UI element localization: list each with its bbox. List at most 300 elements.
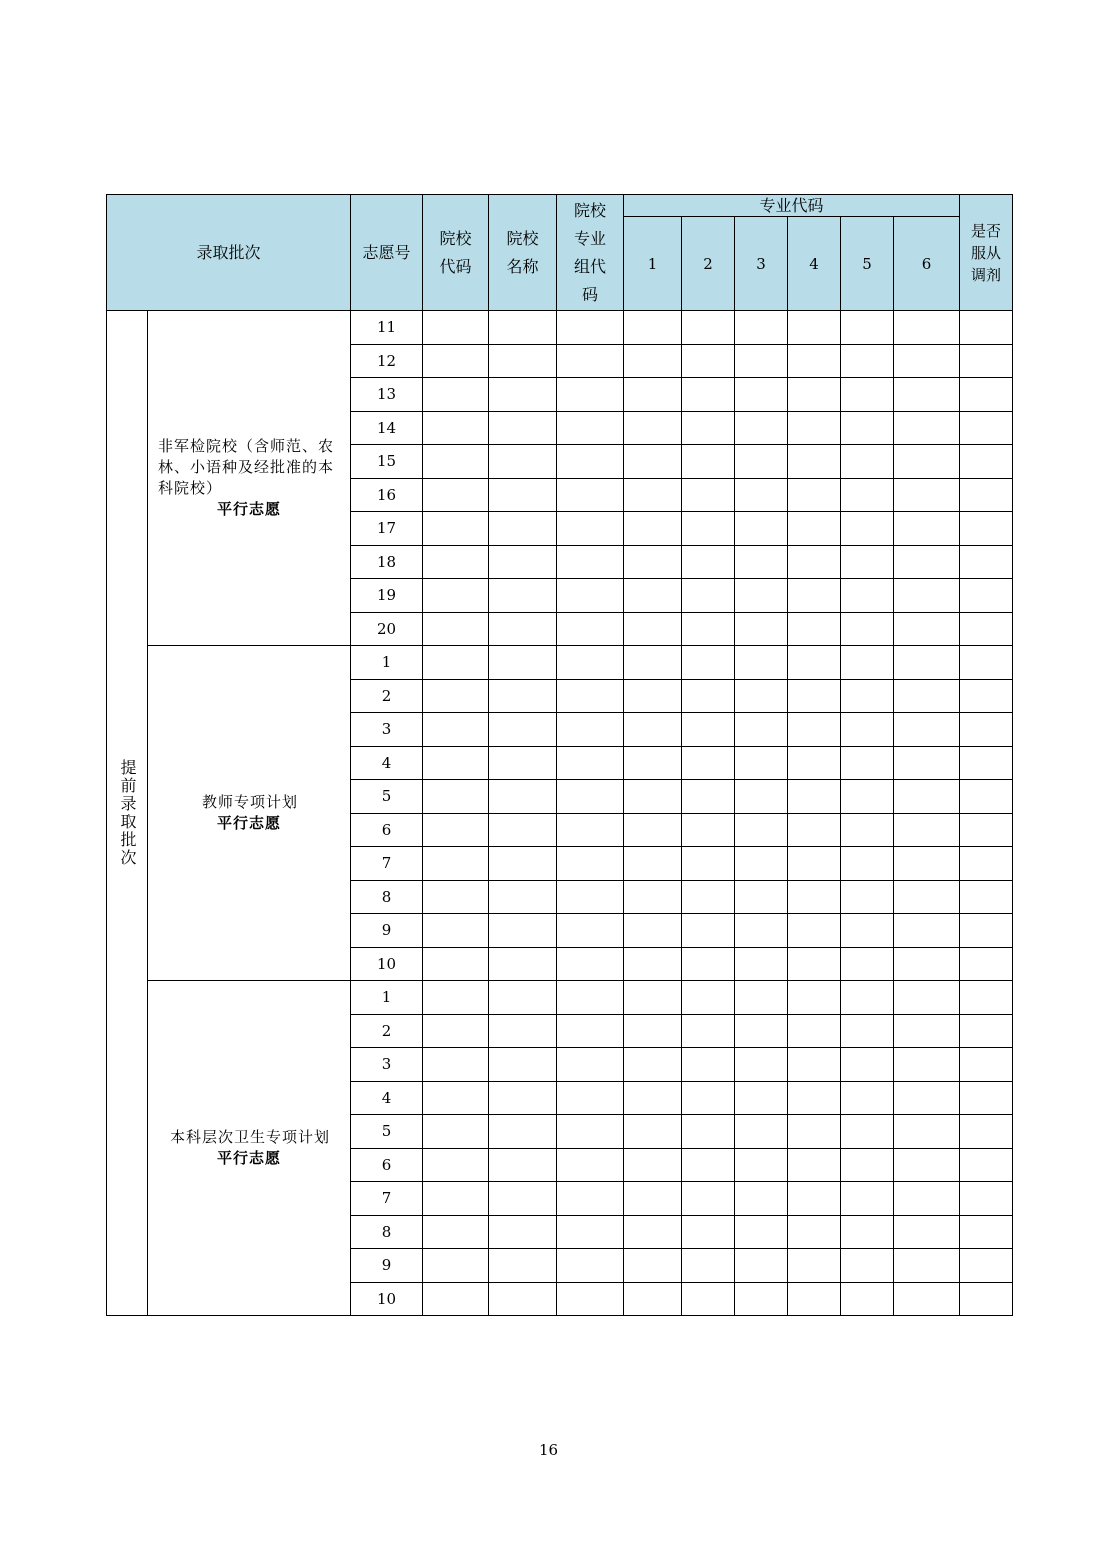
- major-code-1-field[interactable]: [624, 813, 682, 847]
- major-code-5-field[interactable]: [841, 1249, 894, 1283]
- school-code-field[interactable]: [423, 1215, 489, 1249]
- major-code-2-field[interactable]: [682, 344, 735, 378]
- adjust-field[interactable]: [960, 646, 1013, 680]
- major-code-2-field[interactable]: [682, 311, 735, 345]
- school-name-field[interactable]: [489, 646, 557, 680]
- major-code-4-field[interactable]: [788, 847, 841, 881]
- school-name-field[interactable]: [489, 880, 557, 914]
- adjust-field[interactable]: [960, 947, 1013, 981]
- major-code-3-field[interactable]: [735, 612, 788, 646]
- school-code-field[interactable]: [423, 612, 489, 646]
- school-name-field[interactable]: [489, 947, 557, 981]
- major-code-4-field[interactable]: [788, 344, 841, 378]
- major-code-5-field[interactable]: [841, 914, 894, 948]
- adjust-field[interactable]: [960, 880, 1013, 914]
- adjust-field[interactable]: [960, 813, 1013, 847]
- school-code-field[interactable]: [423, 746, 489, 780]
- school-code-field[interactable]: [423, 1048, 489, 1082]
- major-code-6-field[interactable]: [894, 1148, 960, 1182]
- major-code-3-field[interactable]: [735, 981, 788, 1015]
- adjust-field[interactable]: [960, 1282, 1013, 1316]
- school-name-field[interactable]: [489, 1115, 557, 1149]
- school-name-field[interactable]: [489, 512, 557, 546]
- major-code-4-field[interactable]: [788, 1014, 841, 1048]
- adjust-field[interactable]: [960, 311, 1013, 345]
- major-code-1-field[interactable]: [624, 311, 682, 345]
- major-code-2-field[interactable]: [682, 646, 735, 680]
- group-code-field[interactable]: [557, 947, 624, 981]
- major-code-5-field[interactable]: [841, 679, 894, 713]
- major-code-4-field[interactable]: [788, 478, 841, 512]
- major-code-3-field[interactable]: [735, 1148, 788, 1182]
- school-code-field[interactable]: [423, 813, 489, 847]
- school-code-field[interactable]: [423, 545, 489, 579]
- major-code-3-field[interactable]: [735, 780, 788, 814]
- major-code-6-field[interactable]: [894, 713, 960, 747]
- adjust-field[interactable]: [960, 1182, 1013, 1216]
- adjust-field[interactable]: [960, 1215, 1013, 1249]
- major-code-3-field[interactable]: [735, 646, 788, 680]
- school-name-field[interactable]: [489, 746, 557, 780]
- major-code-5-field[interactable]: [841, 1215, 894, 1249]
- major-code-4-field[interactable]: [788, 1048, 841, 1082]
- major-code-3-field[interactable]: [735, 579, 788, 613]
- school-code-field[interactable]: [423, 981, 489, 1015]
- major-code-1-field[interactable]: [624, 880, 682, 914]
- adjust-field[interactable]: [960, 679, 1013, 713]
- major-code-5-field[interactable]: [841, 1115, 894, 1149]
- major-code-3-field[interactable]: [735, 378, 788, 412]
- major-code-1-field[interactable]: [624, 1282, 682, 1316]
- group-code-field[interactable]: [557, 411, 624, 445]
- group-code-field[interactable]: [557, 813, 624, 847]
- major-code-2-field[interactable]: [682, 579, 735, 613]
- adjust-field[interactable]: [960, 344, 1013, 378]
- school-code-field[interactable]: [423, 780, 489, 814]
- major-code-2-field[interactable]: [682, 445, 735, 479]
- major-code-2-field[interactable]: [682, 679, 735, 713]
- major-code-1-field[interactable]: [624, 1115, 682, 1149]
- major-code-5-field[interactable]: [841, 947, 894, 981]
- major-code-2-field[interactable]: [682, 1014, 735, 1048]
- major-code-3-field[interactable]: [735, 847, 788, 881]
- school-code-field[interactable]: [423, 1014, 489, 1048]
- major-code-4-field[interactable]: [788, 1081, 841, 1115]
- adjust-field[interactable]: [960, 445, 1013, 479]
- group-code-field[interactable]: [557, 780, 624, 814]
- major-code-6-field[interactable]: [894, 1014, 960, 1048]
- major-code-5-field[interactable]: [841, 344, 894, 378]
- major-code-3-field[interactable]: [735, 1014, 788, 1048]
- major-code-4-field[interactable]: [788, 981, 841, 1015]
- school-code-field[interactable]: [423, 713, 489, 747]
- major-code-3-field[interactable]: [735, 1249, 788, 1283]
- adjust-field[interactable]: [960, 847, 1013, 881]
- major-code-2-field[interactable]: [682, 378, 735, 412]
- major-code-3-field[interactable]: [735, 478, 788, 512]
- group-code-field[interactable]: [557, 311, 624, 345]
- adjust-field[interactable]: [960, 1014, 1013, 1048]
- school-code-field[interactable]: [423, 344, 489, 378]
- major-code-4-field[interactable]: [788, 612, 841, 646]
- major-code-2-field[interactable]: [682, 947, 735, 981]
- major-code-2-field[interactable]: [682, 612, 735, 646]
- school-code-field[interactable]: [423, 478, 489, 512]
- adjust-field[interactable]: [960, 378, 1013, 412]
- school-name-field[interactable]: [489, 411, 557, 445]
- group-code-field[interactable]: [557, 1282, 624, 1316]
- major-code-2-field[interactable]: [682, 713, 735, 747]
- major-code-5-field[interactable]: [841, 746, 894, 780]
- major-code-6-field[interactable]: [894, 579, 960, 613]
- group-code-field[interactable]: [557, 1249, 624, 1283]
- major-code-2-field[interactable]: [682, 1282, 735, 1316]
- major-code-3-field[interactable]: [735, 1215, 788, 1249]
- major-code-5-field[interactable]: [841, 512, 894, 546]
- major-code-3-field[interactable]: [735, 679, 788, 713]
- major-code-3-field[interactable]: [735, 1282, 788, 1316]
- group-code-field[interactable]: [557, 445, 624, 479]
- school-name-field[interactable]: [489, 1182, 557, 1216]
- major-code-2-field[interactable]: [682, 813, 735, 847]
- school-name-field[interactable]: [489, 679, 557, 713]
- major-code-5-field[interactable]: [841, 981, 894, 1015]
- adjust-field[interactable]: [960, 579, 1013, 613]
- major-code-2-field[interactable]: [682, 1115, 735, 1149]
- major-code-1-field[interactable]: [624, 344, 682, 378]
- major-code-5-field[interactable]: [841, 378, 894, 412]
- group-code-field[interactable]: [557, 612, 624, 646]
- major-code-2-field[interactable]: [682, 847, 735, 881]
- major-code-6-field[interactable]: [894, 981, 960, 1015]
- major-code-5-field[interactable]: [841, 813, 894, 847]
- major-code-5-field[interactable]: [841, 311, 894, 345]
- school-name-field[interactable]: [489, 579, 557, 613]
- major-code-6-field[interactable]: [894, 1048, 960, 1082]
- school-code-field[interactable]: [423, 947, 489, 981]
- major-code-1-field[interactable]: [624, 378, 682, 412]
- major-code-1-field[interactable]: [624, 512, 682, 546]
- major-code-1-field[interactable]: [624, 679, 682, 713]
- group-code-field[interactable]: [557, 478, 624, 512]
- major-code-3-field[interactable]: [735, 713, 788, 747]
- major-code-5-field[interactable]: [841, 612, 894, 646]
- major-code-3-field[interactable]: [735, 813, 788, 847]
- adjust-field[interactable]: [960, 1148, 1013, 1182]
- major-code-2-field[interactable]: [682, 1182, 735, 1216]
- major-code-6-field[interactable]: [894, 311, 960, 345]
- major-code-4-field[interactable]: [788, 746, 841, 780]
- group-code-field[interactable]: [557, 981, 624, 1015]
- major-code-6-field[interactable]: [894, 679, 960, 713]
- major-code-5-field[interactable]: [841, 579, 894, 613]
- school-name-field[interactable]: [489, 1014, 557, 1048]
- school-code-field[interactable]: [423, 445, 489, 479]
- major-code-6-field[interactable]: [894, 1249, 960, 1283]
- school-name-field[interactable]: [489, 612, 557, 646]
- major-code-1-field[interactable]: [624, 478, 682, 512]
- major-code-6-field[interactable]: [894, 612, 960, 646]
- major-code-2-field[interactable]: [682, 411, 735, 445]
- major-code-4-field[interactable]: [788, 679, 841, 713]
- major-code-5-field[interactable]: [841, 1048, 894, 1082]
- major-code-5-field[interactable]: [841, 713, 894, 747]
- major-code-5-field[interactable]: [841, 1148, 894, 1182]
- major-code-4-field[interactable]: [788, 1115, 841, 1149]
- major-code-3-field[interactable]: [735, 445, 788, 479]
- school-name-field[interactable]: [489, 1148, 557, 1182]
- adjust-field[interactable]: [960, 981, 1013, 1015]
- group-code-field[interactable]: [557, 545, 624, 579]
- group-code-field[interactable]: [557, 1081, 624, 1115]
- major-code-2-field[interactable]: [682, 746, 735, 780]
- group-code-field[interactable]: [557, 746, 624, 780]
- group-code-field[interactable]: [557, 646, 624, 680]
- major-code-5-field[interactable]: [841, 847, 894, 881]
- major-code-6-field[interactable]: [894, 1215, 960, 1249]
- major-code-6-field[interactable]: [894, 378, 960, 412]
- school-name-field[interactable]: [489, 981, 557, 1015]
- major-code-5-field[interactable]: [841, 880, 894, 914]
- school-code-field[interactable]: [423, 1249, 489, 1283]
- school-code-field[interactable]: [423, 1282, 489, 1316]
- major-code-4-field[interactable]: [788, 780, 841, 814]
- major-code-4-field[interactable]: [788, 545, 841, 579]
- major-code-6-field[interactable]: [894, 445, 960, 479]
- adjust-field[interactable]: [960, 780, 1013, 814]
- major-code-5-field[interactable]: [841, 1081, 894, 1115]
- major-code-4-field[interactable]: [788, 947, 841, 981]
- major-code-2-field[interactable]: [682, 780, 735, 814]
- major-code-6-field[interactable]: [894, 780, 960, 814]
- major-code-5-field[interactable]: [841, 445, 894, 479]
- adjust-field[interactable]: [960, 746, 1013, 780]
- school-name-field[interactable]: [489, 780, 557, 814]
- group-code-field[interactable]: [557, 1182, 624, 1216]
- major-code-5-field[interactable]: [841, 411, 894, 445]
- major-code-1-field[interactable]: [624, 746, 682, 780]
- major-code-6-field[interactable]: [894, 1182, 960, 1216]
- major-code-4-field[interactable]: [788, 411, 841, 445]
- major-code-5-field[interactable]: [841, 780, 894, 814]
- major-code-3-field[interactable]: [735, 1182, 788, 1216]
- major-code-3-field[interactable]: [735, 512, 788, 546]
- major-code-6-field[interactable]: [894, 411, 960, 445]
- school-code-field[interactable]: [423, 512, 489, 546]
- major-code-4-field[interactable]: [788, 445, 841, 479]
- major-code-3-field[interactable]: [735, 914, 788, 948]
- adjust-field[interactable]: [960, 478, 1013, 512]
- major-code-3-field[interactable]: [735, 411, 788, 445]
- major-code-4-field[interactable]: [788, 311, 841, 345]
- major-code-4-field[interactable]: [788, 646, 841, 680]
- major-code-6-field[interactable]: [894, 478, 960, 512]
- major-code-1-field[interactable]: [624, 981, 682, 1015]
- school-name-field[interactable]: [489, 1249, 557, 1283]
- school-code-field[interactable]: [423, 880, 489, 914]
- school-name-field[interactable]: [489, 344, 557, 378]
- major-code-3-field[interactable]: [735, 311, 788, 345]
- school-code-field[interactable]: [423, 1182, 489, 1216]
- major-code-2-field[interactable]: [682, 478, 735, 512]
- school-code-field[interactable]: [423, 1081, 489, 1115]
- school-code-field[interactable]: [423, 679, 489, 713]
- group-code-field[interactable]: [557, 847, 624, 881]
- major-code-2-field[interactable]: [682, 545, 735, 579]
- major-code-3-field[interactable]: [735, 1081, 788, 1115]
- major-code-4-field[interactable]: [788, 914, 841, 948]
- group-code-field[interactable]: [557, 914, 624, 948]
- major-code-6-field[interactable]: [894, 344, 960, 378]
- major-code-4-field[interactable]: [788, 1215, 841, 1249]
- group-code-field[interactable]: [557, 378, 624, 412]
- major-code-2-field[interactable]: [682, 1249, 735, 1283]
- school-name-field[interactable]: [489, 713, 557, 747]
- major-code-3-field[interactable]: [735, 947, 788, 981]
- school-code-field[interactable]: [423, 1115, 489, 1149]
- group-code-field[interactable]: [557, 344, 624, 378]
- major-code-6-field[interactable]: [894, 880, 960, 914]
- major-code-2-field[interactable]: [682, 512, 735, 546]
- major-code-6-field[interactable]: [894, 914, 960, 948]
- major-code-1-field[interactable]: [624, 914, 682, 948]
- major-code-2-field[interactable]: [682, 1215, 735, 1249]
- adjust-field[interactable]: [960, 1115, 1013, 1149]
- adjust-field[interactable]: [960, 914, 1013, 948]
- major-code-3-field[interactable]: [735, 344, 788, 378]
- major-code-4-field[interactable]: [788, 1249, 841, 1283]
- major-code-3-field[interactable]: [735, 1115, 788, 1149]
- group-code-field[interactable]: [557, 679, 624, 713]
- major-code-5-field[interactable]: [841, 545, 894, 579]
- major-code-1-field[interactable]: [624, 1014, 682, 1048]
- major-code-4-field[interactable]: [788, 1182, 841, 1216]
- adjust-field[interactable]: [960, 411, 1013, 445]
- group-code-field[interactable]: [557, 512, 624, 546]
- major-code-6-field[interactable]: [894, 512, 960, 546]
- major-code-2-field[interactable]: [682, 914, 735, 948]
- adjust-field[interactable]: [960, 713, 1013, 747]
- group-code-field[interactable]: [557, 1048, 624, 1082]
- school-name-field[interactable]: [489, 914, 557, 948]
- school-code-field[interactable]: [423, 579, 489, 613]
- group-code-field[interactable]: [557, 579, 624, 613]
- major-code-6-field[interactable]: [894, 746, 960, 780]
- major-code-3-field[interactable]: [735, 880, 788, 914]
- major-code-1-field[interactable]: [624, 545, 682, 579]
- school-code-field[interactable]: [423, 847, 489, 881]
- school-code-field[interactable]: [423, 311, 489, 345]
- major-code-4-field[interactable]: [788, 880, 841, 914]
- major-code-1-field[interactable]: [624, 1148, 682, 1182]
- major-code-6-field[interactable]: [894, 1282, 960, 1316]
- major-code-5-field[interactable]: [841, 1182, 894, 1216]
- major-code-1-field[interactable]: [624, 947, 682, 981]
- major-code-1-field[interactable]: [624, 847, 682, 881]
- major-code-1-field[interactable]: [624, 713, 682, 747]
- major-code-6-field[interactable]: [894, 545, 960, 579]
- school-name-field[interactable]: [489, 1081, 557, 1115]
- major-code-2-field[interactable]: [682, 880, 735, 914]
- major-code-1-field[interactable]: [624, 445, 682, 479]
- school-name-field[interactable]: [489, 1282, 557, 1316]
- major-code-4-field[interactable]: [788, 713, 841, 747]
- school-name-field[interactable]: [489, 1215, 557, 1249]
- school-name-field[interactable]: [489, 445, 557, 479]
- school-code-field[interactable]: [423, 411, 489, 445]
- major-code-6-field[interactable]: [894, 847, 960, 881]
- major-code-1-field[interactable]: [624, 1215, 682, 1249]
- major-code-2-field[interactable]: [682, 1048, 735, 1082]
- major-code-6-field[interactable]: [894, 947, 960, 981]
- major-code-4-field[interactable]: [788, 813, 841, 847]
- group-code-field[interactable]: [557, 1215, 624, 1249]
- major-code-1-field[interactable]: [624, 646, 682, 680]
- major-code-2-field[interactable]: [682, 1081, 735, 1115]
- school-code-field[interactable]: [423, 914, 489, 948]
- major-code-4-field[interactable]: [788, 512, 841, 546]
- major-code-6-field[interactable]: [894, 813, 960, 847]
- major-code-1-field[interactable]: [624, 1048, 682, 1082]
- group-code-field[interactable]: [557, 713, 624, 747]
- school-code-field[interactable]: [423, 378, 489, 412]
- school-code-field[interactable]: [423, 1148, 489, 1182]
- major-code-6-field[interactable]: [894, 1081, 960, 1115]
- adjust-field[interactable]: [960, 512, 1013, 546]
- major-code-2-field[interactable]: [682, 1148, 735, 1182]
- school-name-field[interactable]: [489, 545, 557, 579]
- major-code-5-field[interactable]: [841, 1282, 894, 1316]
- adjust-field[interactable]: [960, 612, 1013, 646]
- major-code-1-field[interactable]: [624, 780, 682, 814]
- major-code-1-field[interactable]: [624, 579, 682, 613]
- school-name-field[interactable]: [489, 847, 557, 881]
- major-code-4-field[interactable]: [788, 1148, 841, 1182]
- adjust-field[interactable]: [960, 1081, 1013, 1115]
- major-code-1-field[interactable]: [624, 1182, 682, 1216]
- adjust-field[interactable]: [960, 1249, 1013, 1283]
- major-code-3-field[interactable]: [735, 1048, 788, 1082]
- major-code-6-field[interactable]: [894, 1115, 960, 1149]
- major-code-4-field[interactable]: [788, 579, 841, 613]
- major-code-1-field[interactable]: [624, 1081, 682, 1115]
- school-name-field[interactable]: [489, 1048, 557, 1082]
- major-code-5-field[interactable]: [841, 1014, 894, 1048]
- major-code-5-field[interactable]: [841, 646, 894, 680]
- school-name-field[interactable]: [489, 813, 557, 847]
- major-code-3-field[interactable]: [735, 746, 788, 780]
- school-name-field[interactable]: [489, 478, 557, 512]
- school-code-field[interactable]: [423, 646, 489, 680]
- major-code-6-field[interactable]: [894, 646, 960, 680]
- major-code-2-field[interactable]: [682, 981, 735, 1015]
- school-name-field[interactable]: [489, 311, 557, 345]
- major-code-3-field[interactable]: [735, 545, 788, 579]
- group-code-field[interactable]: [557, 880, 624, 914]
- major-code-1-field[interactable]: [624, 612, 682, 646]
- group-code-field[interactable]: [557, 1115, 624, 1149]
- adjust-field[interactable]: [960, 545, 1013, 579]
- school-name-field[interactable]: [489, 378, 557, 412]
- group-code-field[interactable]: [557, 1014, 624, 1048]
- adjust-field[interactable]: [960, 1048, 1013, 1082]
- major-code-4-field[interactable]: [788, 378, 841, 412]
- major-code-1-field[interactable]: [624, 411, 682, 445]
- major-code-5-field[interactable]: [841, 478, 894, 512]
- major-code-1-field[interactable]: [624, 1249, 682, 1283]
- major-code-4-field[interactable]: [788, 1282, 841, 1316]
- group-code-field[interactable]: [557, 1148, 624, 1182]
